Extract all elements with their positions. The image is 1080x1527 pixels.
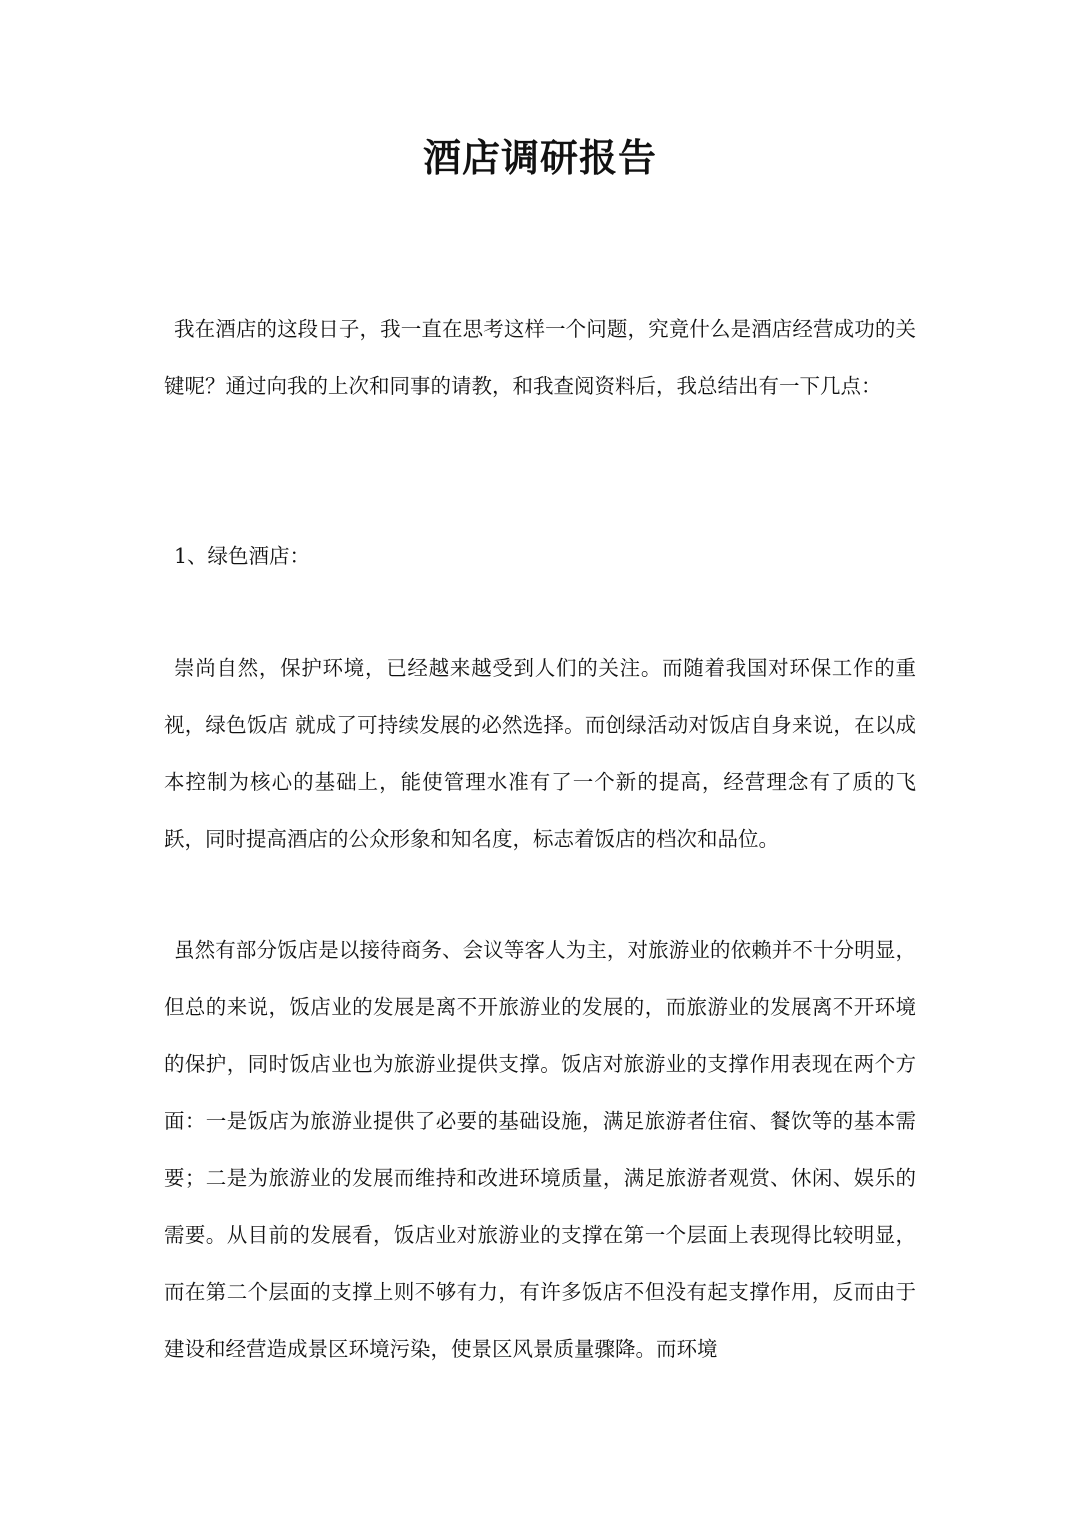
section-heading-green-hotel: 1、绿色酒店： [174, 544, 311, 568]
document-title: 酒店调研报告 [422, 135, 657, 180]
paragraph-green-hotel: 崇尚自然，保护环境，已经越来越受到人们的关注。而随着我国对环保工作的重视，绿色饭店 就成了可持续发展的必然选择。而创绿活动对饭店自身来说，在以成本控制为核心的基础上，能使管理水准有了一个新的提高，经营理念有了质的飞跃，同时提高酒店的公众形象和知名度，标志着饭店的档次和品位。 [164, 656, 916, 851]
paragraph-intro: 我在酒店的这段日子，我一直在思考这样一个问题，究竟什么是酒店经营成功的关键呢？通过向我的上次和同事的请教，和我查阅资料后，我总结出有一下几点： [164, 317, 916, 398]
paragraph-tourism-support: 虽然有部分饭店是以接待商务、会议等客人为主，对旅游业的依赖并不十分明显，但总的来说，饭店业的发展是离不开旅游业的发展的，而旅游业的发展离不开环境的保护，同时饭店业也为旅游业提供支撑。饭店对旅游业的支撑作用表现在两个方面：一是饭店为旅游业提供了必要的基础设施，满足旅游者住宿、餐饮等的基本需要；二是为旅游业的发展而维持和改进环境质量，满足旅游者观赏、休闲、娱乐的需要。从目前的发展看，饭店业对旅游业的支撑在第一个层面上表现得比较明显，而在第二个层面的支撑上则不够有力，有许多饭店不但没有起支撑作用，反而由于建设和经营造成景区环境污染，使景区风景质量骤降。而环境 [164, 938, 916, 1361]
